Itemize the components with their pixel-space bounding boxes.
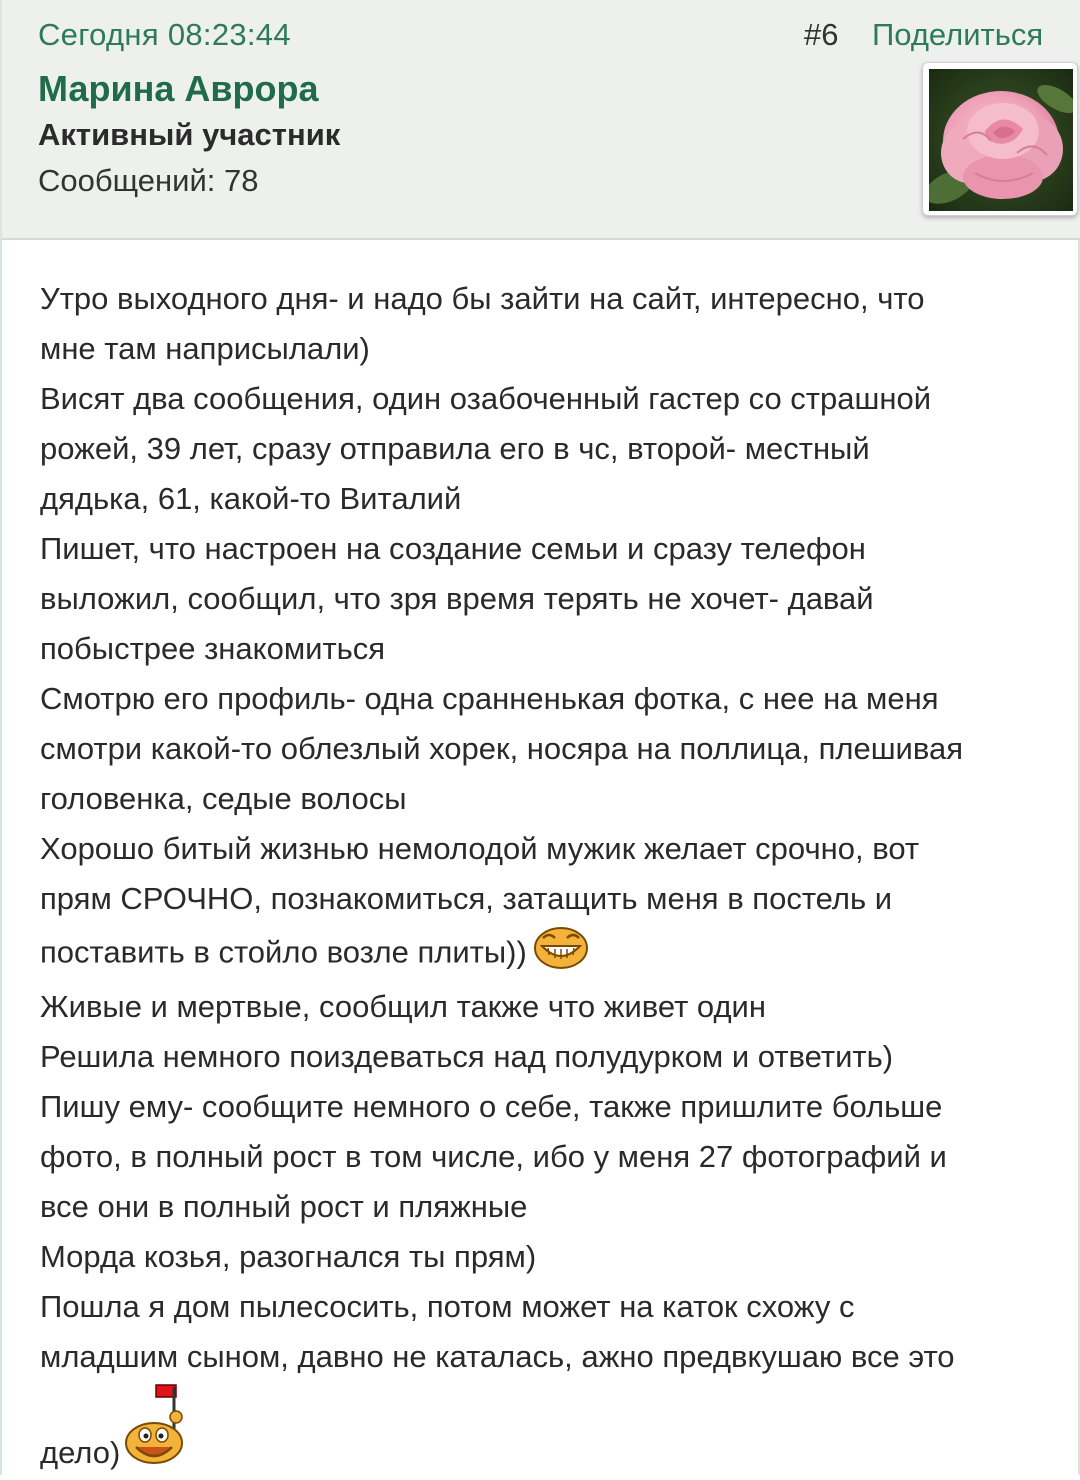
post-text-line: дядька, 61, какой-то Виталий: [40, 481, 462, 516]
post-text-line: рожей, 39 лет, сразу отправила его в чс, второй- местный: [40, 431, 870, 466]
post-text-line: Пишу ему- сообщите немного о себе, также пришлите больше: [40, 1089, 943, 1124]
post-date: Сегодня 08:23:44: [38, 17, 291, 52]
grinning-smiley-icon: [533, 924, 589, 985]
post-text-line: выложил, сообщил, что зря время терять не хочет- давай: [40, 581, 874, 616]
post-text-line: побыстрее знакомиться: [40, 631, 386, 666]
post-text-line: дело): [40, 1435, 121, 1470]
post-text-line: поставить в стойло возле плиты)): [40, 934, 527, 970]
post-text-line: смотри какой-то облезлый хорек, носяра на поллица, плешивая: [40, 731, 964, 766]
post-text-line: Утро выходного дня- и надо бы зайти на сайт, интересно, что: [40, 281, 925, 316]
post-text-line: младшим сыном, давно не каталась, ажно предвкушаю все это: [40, 1339, 955, 1374]
author-title: Активный участник: [38, 117, 341, 152]
post-header: [2, 0, 1080, 240]
post-text-line: Пошла я дом пылесосить, потом может на каток схожу с: [40, 1289, 855, 1324]
flag-smiley-icon: [124, 1383, 186, 1480]
post-text-line: Висят два сообщения, один озабоченный гастер со страшной: [40, 381, 932, 416]
rose-avatar-image: [929, 69, 1073, 211]
author-message-count: Сообщений: 78: [38, 163, 259, 198]
post-text-line: прям СРОЧНО, познакомиться, затащить меня в постель и: [40, 881, 893, 916]
share-link[interactable]: Поделиться: [872, 17, 1044, 52]
avatar[interactable]: [922, 62, 1078, 216]
post-text-line: Смотрю его профиль- одна сранненькая фотка, с нее на меня: [40, 681, 939, 716]
post-body: [40, 274, 1060, 1478]
post-text-line: Пишет, что настроен на создание семьи и сразу телефон: [40, 531, 866, 566]
post-text-line: Живые и мертвые, сообщил также что живет один: [40, 989, 766, 1024]
post-text-line: Решила немного поиздеваться над полудурком и ответить): [40, 1039, 894, 1074]
post-number-link[interactable]: #6: [804, 17, 839, 52]
post-text-line: головенка, седые волосы: [40, 781, 407, 816]
author-name[interactable]: Марина Аврора: [38, 68, 319, 109]
post-text-line: мне там наприсылали): [40, 331, 370, 366]
post-text-line: Хорошо битый жизнью немолодой мужик желает срочно, вот: [40, 831, 920, 866]
post-text-line: фото, в полный рост в том числе, ибо у меня 27 фотографий и: [40, 1139, 947, 1174]
post-text-line: Морда козья, разогнался ты прям): [40, 1239, 537, 1274]
post-text-line-with-smiley: [40, 924, 1060, 982]
post-text-line: все они в полный рост и пляжные: [40, 1189, 528, 1224]
post-text-line-with-smiley: [40, 1382, 1060, 1478]
